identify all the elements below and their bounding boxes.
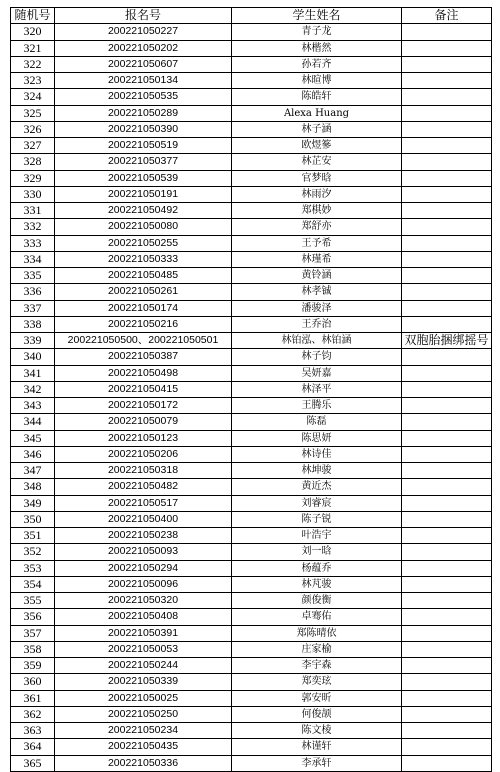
cell-seq: 334 — [11, 251, 55, 267]
cell-remark — [402, 690, 492, 706]
cell-reg: 200221050377 — [55, 154, 232, 170]
cell-remark — [402, 398, 492, 414]
cell-seq: 347 — [11, 463, 55, 479]
cell-name: 何俊颉 — [232, 706, 402, 722]
table-row — [11, 170, 492, 186]
table-row — [11, 690, 492, 706]
table-row — [11, 316, 492, 332]
cell-remark — [402, 268, 492, 284]
cell-seq: 356 — [11, 609, 55, 625]
cell-reg: 200221050519 — [55, 138, 232, 154]
cell-remark — [402, 251, 492, 267]
table-row — [11, 641, 492, 657]
cell-seq: 329 — [11, 170, 55, 186]
cell-reg: 200221050053 — [55, 641, 232, 657]
cell-remark — [402, 495, 492, 511]
cell-name: 王予希 — [232, 235, 402, 251]
cell-seq: 320 — [11, 24, 55, 40]
table-row — [11, 658, 492, 674]
cell-remark — [402, 186, 492, 202]
cell-seq: 342 — [11, 381, 55, 397]
cell-name: 庄家榆 — [232, 641, 402, 657]
cell-name: 郑舒亦 — [232, 219, 402, 235]
header-remark: 备注 — [402, 8, 492, 24]
cell-seq: 353 — [11, 560, 55, 576]
cell-name: 林瑾希 — [232, 251, 402, 267]
cell-seq: 360 — [11, 674, 55, 690]
cell-remark — [402, 414, 492, 430]
cell-seq: 349 — [11, 495, 55, 511]
cell-remark — [402, 316, 492, 332]
cell-seq: 364 — [11, 739, 55, 755]
cell-name: 林楷然 — [232, 40, 402, 56]
table-row — [11, 154, 492, 170]
cell-seq: 330 — [11, 186, 55, 202]
cell-reg: 200221050206 — [55, 446, 232, 462]
table-row — [11, 446, 492, 462]
table-row — [11, 625, 492, 641]
table-row — [11, 300, 492, 316]
cell-name: 陈思妍 — [232, 430, 402, 446]
cell-reg: 200221050500、200221050501 — [55, 333, 232, 349]
cell-seq: 331 — [11, 203, 55, 219]
header-reg: 报名号 — [55, 8, 232, 24]
cell-reg: 200221050255 — [55, 235, 232, 251]
cell-seq: 363 — [11, 723, 55, 739]
cell-name: 陈子锐 — [232, 511, 402, 527]
cell-reg: 200221050238 — [55, 528, 232, 544]
cell-remark — [402, 235, 492, 251]
cell-name: 林雨汐 — [232, 186, 402, 202]
cell-seq: 328 — [11, 154, 55, 170]
cell-remark — [402, 365, 492, 381]
cell-seq: 322 — [11, 56, 55, 72]
cell-name: 潘骏泽 — [232, 300, 402, 316]
cell-name: 欧煜篸 — [232, 138, 402, 154]
table-row — [11, 56, 492, 72]
cell-reg: 200221050250 — [55, 706, 232, 722]
cell-seq: 323 — [11, 73, 55, 89]
cell-name: 刘睿宸 — [232, 495, 402, 511]
cell-remark — [402, 528, 492, 544]
cell-name: 林子钧 — [232, 349, 402, 365]
cell-reg: 200221050482 — [55, 479, 232, 495]
cell-name: 青子龙 — [232, 24, 402, 40]
cell-remark — [402, 300, 492, 316]
cell-seq: 341 — [11, 365, 55, 381]
table-row — [11, 333, 492, 349]
table-row — [11, 219, 492, 235]
cell-name: 官梦晗 — [232, 170, 402, 186]
cell-reg: 200221050607 — [55, 56, 232, 72]
cell-remark — [402, 755, 492, 771]
cell-reg: 200221050289 — [55, 105, 232, 121]
cell-seq: 344 — [11, 414, 55, 430]
cell-reg: 200221050080 — [55, 219, 232, 235]
cell-name: 郑棋妙 — [232, 203, 402, 219]
cell-name: 叶浩宇 — [232, 528, 402, 544]
cell-reg: 200221050191 — [55, 186, 232, 202]
cell-reg: 200221050172 — [55, 398, 232, 414]
cell-seq: 354 — [11, 576, 55, 592]
cell-name: Alexa Huang — [232, 105, 402, 121]
cell-name: 陈皓轩 — [232, 89, 402, 105]
cell-seq: 355 — [11, 593, 55, 609]
cell-name: 孙若齐 — [232, 56, 402, 72]
cell-remark — [402, 544, 492, 560]
table-row — [11, 463, 492, 479]
cell-reg: 200221050387 — [55, 349, 232, 365]
cell-name: 李承轩 — [232, 755, 402, 771]
cell-reg: 200221050216 — [55, 316, 232, 332]
table-row — [11, 365, 492, 381]
cell-reg: 200221050123 — [55, 430, 232, 446]
cell-seq: 359 — [11, 658, 55, 674]
cell-remark — [402, 723, 492, 739]
table-row — [11, 674, 492, 690]
cell-remark — [402, 430, 492, 446]
cell-reg: 200221050492 — [55, 203, 232, 219]
cell-seq: 327 — [11, 138, 55, 154]
table-row — [11, 593, 492, 609]
table-row — [11, 528, 492, 544]
cell-reg: 200221050535 — [55, 89, 232, 105]
cell-remark — [402, 73, 492, 89]
cell-name: 郭安昕 — [232, 690, 402, 706]
cell-name: 刘一晗 — [232, 544, 402, 560]
header-seq: 随机号 — [11, 8, 55, 24]
cell-remark — [402, 105, 492, 121]
cell-name: 林诗佳 — [232, 446, 402, 462]
cell-seq: 358 — [11, 641, 55, 657]
table-row — [11, 381, 492, 397]
cell-reg: 200221050415 — [55, 381, 232, 397]
cell-seq: 337 — [11, 300, 55, 316]
cell-seq: 326 — [11, 121, 55, 137]
cell-remark — [402, 381, 492, 397]
table-row — [11, 251, 492, 267]
table-row — [11, 284, 492, 300]
table-body — [11, 24, 492, 772]
cell-remark — [402, 593, 492, 609]
cell-reg: 200221050096 — [55, 576, 232, 592]
table-row — [11, 89, 492, 105]
cell-remark — [402, 674, 492, 690]
cell-reg: 200221050227 — [55, 24, 232, 40]
cell-seq: 335 — [11, 268, 55, 284]
cell-seq: 361 — [11, 690, 55, 706]
cell-reg: 200221050408 — [55, 609, 232, 625]
cell-seq: 343 — [11, 398, 55, 414]
table-row — [11, 398, 492, 414]
cell-remark — [402, 479, 492, 495]
cell-name: 林芃骏 — [232, 576, 402, 592]
cell-reg: 200221050202 — [55, 40, 232, 56]
cell-reg: 200221050294 — [55, 560, 232, 576]
cell-remark — [402, 121, 492, 137]
table-row — [11, 268, 492, 284]
table-row — [11, 495, 492, 511]
cell-seq: 350 — [11, 511, 55, 527]
cell-seq: 321 — [11, 40, 55, 56]
table-row — [11, 24, 492, 40]
cell-remark — [402, 625, 492, 641]
table-row — [11, 203, 492, 219]
cell-name: 林孝铖 — [232, 284, 402, 300]
cell-name: 郑奕玹 — [232, 674, 402, 690]
cell-name: 颜俊衡 — [232, 593, 402, 609]
table-row — [11, 430, 492, 446]
table-row — [11, 186, 492, 202]
table-row — [11, 121, 492, 137]
header-row — [11, 8, 492, 24]
cell-name: 吴妍嘉 — [232, 365, 402, 381]
cell-seq: 346 — [11, 446, 55, 462]
table-row — [11, 511, 492, 527]
cell-remark — [402, 219, 492, 235]
cell-reg: 200221050498 — [55, 365, 232, 381]
cell-name: 李宇森 — [232, 658, 402, 674]
cell-name: 林坤骏 — [232, 463, 402, 479]
cell-remark — [402, 170, 492, 186]
cell-seq: 339 — [11, 333, 55, 349]
cell-reg: 200221050244 — [55, 658, 232, 674]
cell-reg: 200221050485 — [55, 268, 232, 284]
cell-name: 黄铃涵 — [232, 268, 402, 284]
cell-reg: 200221050025 — [55, 690, 232, 706]
cell-name: 林暄博 — [232, 73, 402, 89]
cell-remark — [402, 511, 492, 527]
header-name: 学生姓名 — [232, 8, 402, 24]
cell-remark — [402, 284, 492, 300]
cell-remark — [402, 203, 492, 219]
cell-remark — [402, 560, 492, 576]
cell-seq: 338 — [11, 316, 55, 332]
table-row — [11, 73, 492, 89]
cell-name: 林铂泓、林铂涵 — [232, 333, 402, 349]
cell-remark — [402, 641, 492, 657]
cell-reg: 200221050134 — [55, 73, 232, 89]
cell-seq: 325 — [11, 105, 55, 121]
cell-reg: 200221050390 — [55, 121, 232, 137]
table-row — [11, 479, 492, 495]
table-row — [11, 723, 492, 739]
cell-remark: 双胞胎捆绑摇号 — [402, 333, 492, 349]
cell-reg: 200221050261 — [55, 284, 232, 300]
cell-name: 林芷安 — [232, 154, 402, 170]
cell-seq: 357 — [11, 625, 55, 641]
cell-name: 陈磊 — [232, 414, 402, 430]
cell-reg: 200221050320 — [55, 593, 232, 609]
cell-seq: 340 — [11, 349, 55, 365]
cell-reg: 200221050079 — [55, 414, 232, 430]
cell-reg: 200221050435 — [55, 739, 232, 755]
cell-name: 杨蕴乔 — [232, 560, 402, 576]
cell-reg: 200221050174 — [55, 300, 232, 316]
cell-reg: 200221050400 — [55, 511, 232, 527]
cell-name: 陈文棱 — [232, 723, 402, 739]
cell-name: 郑陈晴依 — [232, 625, 402, 641]
cell-name: 林泽平 — [232, 381, 402, 397]
table-row — [11, 414, 492, 430]
cell-seq: 351 — [11, 528, 55, 544]
table-row — [11, 755, 492, 771]
cell-name: 卓骞佑 — [232, 609, 402, 625]
cell-seq: 332 — [11, 219, 55, 235]
cell-reg: 200221050336 — [55, 755, 232, 771]
cell-remark — [402, 446, 492, 462]
cell-remark — [402, 40, 492, 56]
cell-seq: 365 — [11, 755, 55, 771]
cell-remark — [402, 658, 492, 674]
cell-name: 林谨轩 — [232, 739, 402, 755]
table-row — [11, 706, 492, 722]
lottery-table — [10, 7, 492, 772]
table-row — [11, 560, 492, 576]
cell-remark — [402, 89, 492, 105]
table-row — [11, 105, 492, 121]
cell-name: 王乔治 — [232, 316, 402, 332]
cell-seq: 352 — [11, 544, 55, 560]
cell-reg: 200221050539 — [55, 170, 232, 186]
cell-reg: 200221050333 — [55, 251, 232, 267]
cell-reg: 200221050318 — [55, 463, 232, 479]
cell-seq: 362 — [11, 706, 55, 722]
cell-name: 王腾乐 — [232, 398, 402, 414]
cell-remark — [402, 706, 492, 722]
cell-remark — [402, 609, 492, 625]
table-row — [11, 544, 492, 560]
table-row — [11, 138, 492, 154]
table-row — [11, 40, 492, 56]
cell-remark — [402, 463, 492, 479]
cell-reg: 200221050234 — [55, 723, 232, 739]
cell-remark — [402, 576, 492, 592]
cell-reg: 200221050093 — [55, 544, 232, 560]
table-row — [11, 349, 492, 365]
table-row — [11, 235, 492, 251]
cell-seq: 336 — [11, 284, 55, 300]
cell-remark — [402, 154, 492, 170]
cell-seq: 333 — [11, 235, 55, 251]
cell-reg: 200221050517 — [55, 495, 232, 511]
cell-seq: 348 — [11, 479, 55, 495]
cell-remark — [402, 56, 492, 72]
cell-seq: 345 — [11, 430, 55, 446]
cell-name: 林子涵 — [232, 121, 402, 137]
table-row — [11, 576, 492, 592]
table-row — [11, 609, 492, 625]
cell-name: 黄近杰 — [232, 479, 402, 495]
cell-reg: 200221050339 — [55, 674, 232, 690]
cell-remark — [402, 349, 492, 365]
cell-remark — [402, 24, 492, 40]
cell-remark — [402, 138, 492, 154]
cell-seq: 324 — [11, 89, 55, 105]
cell-reg: 200221050391 — [55, 625, 232, 641]
lottery-result-sheet — [10, 7, 491, 772]
